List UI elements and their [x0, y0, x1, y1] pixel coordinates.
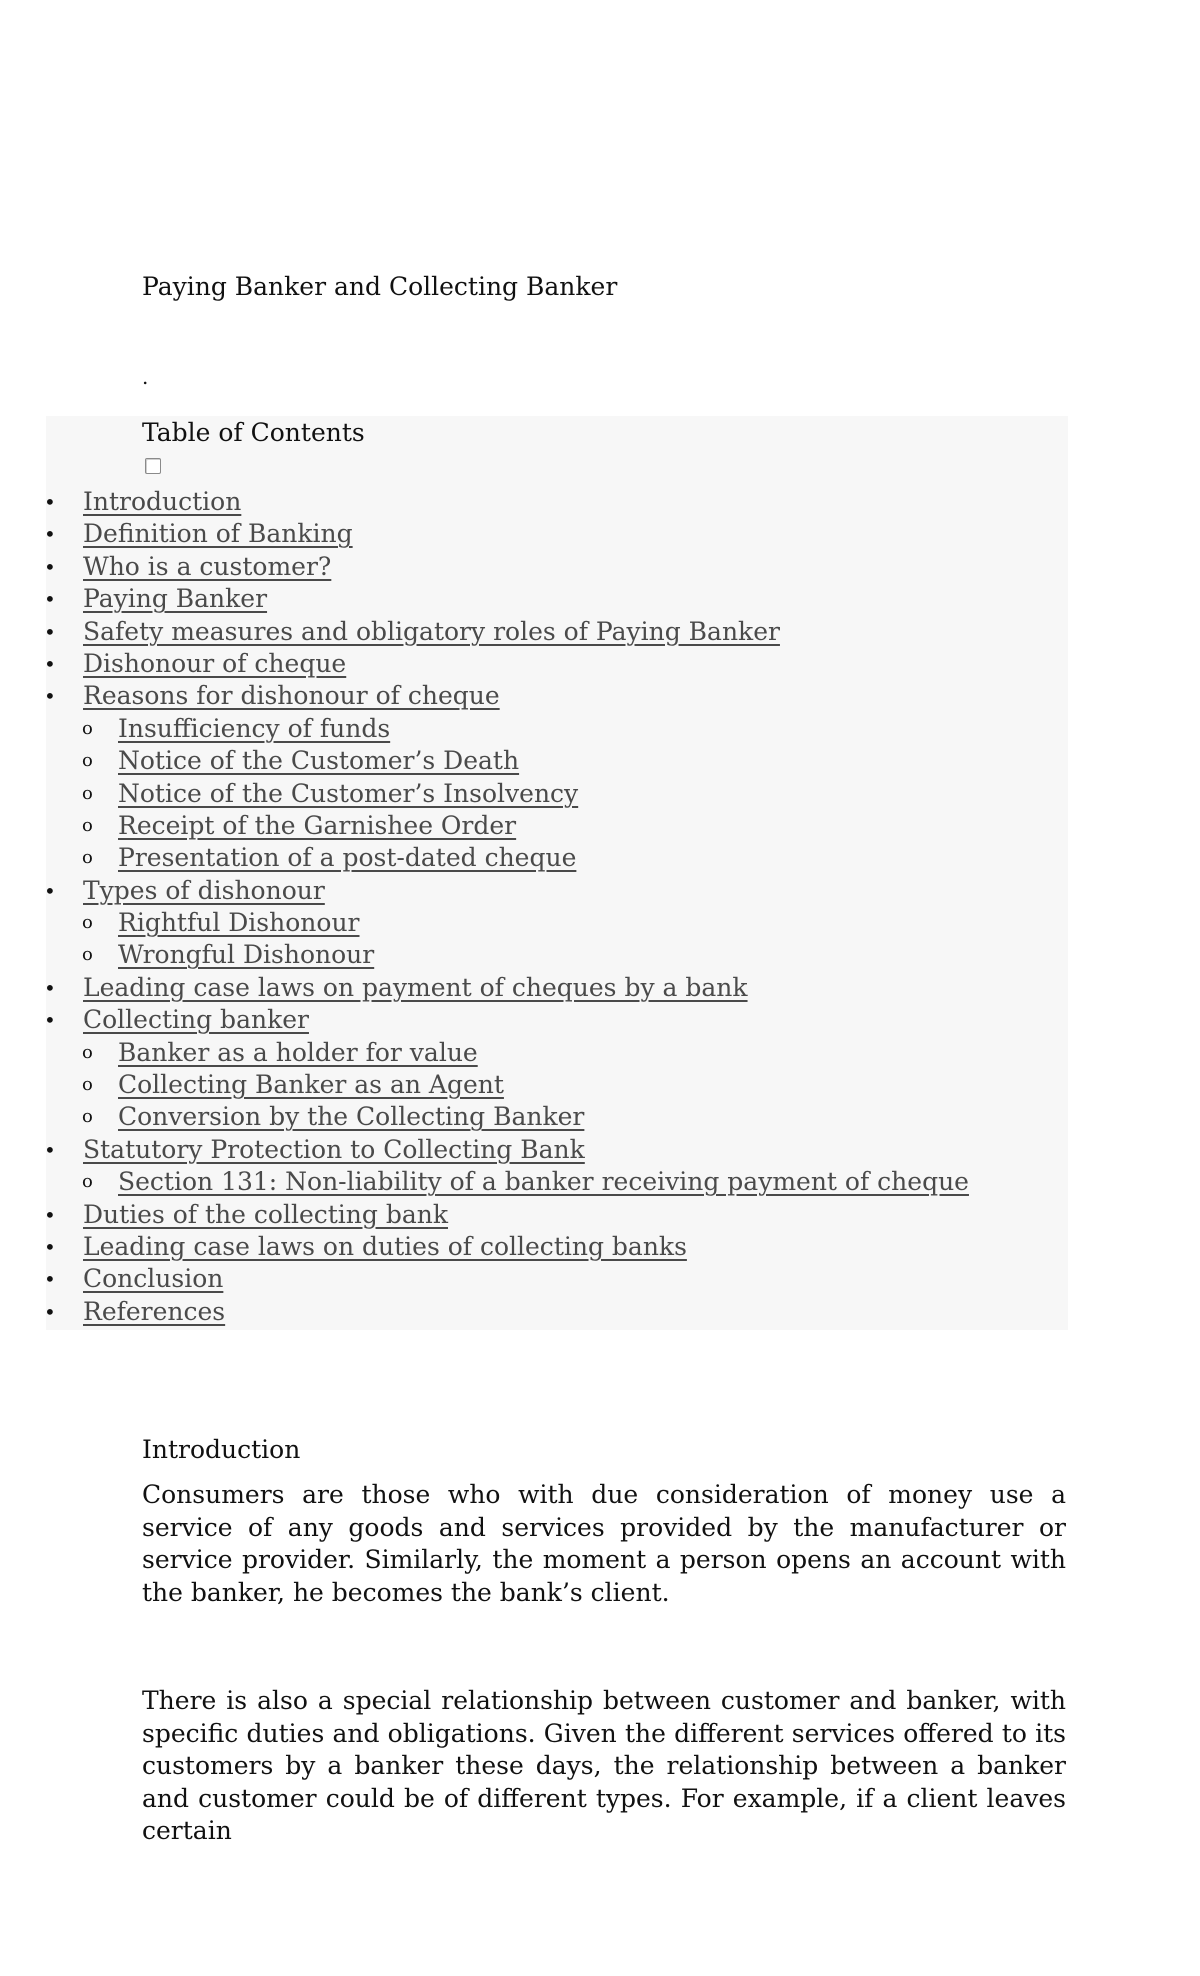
- bullet-icon: •: [44, 878, 56, 903]
- toc-item: [0, 486, 1100, 518]
- toc-link[interactable]: Presentation of a post-dated cheque: [118, 843, 577, 873]
- toc-link[interactable]: Conclusion: [83, 1264, 224, 1294]
- toc-link[interactable]: Dishonour of cheque: [83, 648, 347, 678]
- bullet-icon: •: [44, 1008, 56, 1033]
- circle-bullet-icon: o: [82, 912, 93, 934]
- toc-link[interactable]: Banker as a holder for value: [118, 1037, 478, 1067]
- bullet-icon: •: [44, 684, 56, 709]
- bullet-icon: •: [44, 522, 56, 547]
- toc-link[interactable]: Insufficiency of funds: [118, 713, 391, 743]
- circle-bullet-icon: o: [82, 814, 93, 836]
- toc-link[interactable]: Receipt of the Garnishee Order: [118, 810, 517, 840]
- toc-list: [0, 486, 1100, 1328]
- toc-link[interactable]: Collecting banker: [83, 1005, 309, 1035]
- toc-subitem: [0, 1069, 1100, 1101]
- toc-item: [0, 1004, 1100, 1036]
- toc-link[interactable]: Notice of the Customer’s Death: [118, 746, 520, 776]
- toc-item: [0, 680, 1100, 712]
- toc-item: [0, 616, 1100, 648]
- toc-link[interactable]: Paying Banker: [83, 584, 268, 614]
- toc-item: [0, 551, 1100, 583]
- circle-bullet-icon: o: [82, 1171, 93, 1193]
- intro-paragraph-2: There is also a special relationship between customer and banker, with specific duties and obligations. Given the different services offered to its customers by a banker these days, the relationship between a banker and customer could be of different types. For example, if a client leaves certain: [142, 1686, 1066, 1845]
- toc-subitem: [0, 745, 1100, 777]
- toc-link[interactable]: Wrongful Dishonour: [118, 940, 375, 970]
- toc-item: [0, 648, 1100, 680]
- toc-item: [0, 583, 1100, 615]
- bullet-icon: •: [44, 975, 56, 1000]
- toc-subitem: [0, 939, 1100, 971]
- bullet-icon: •: [44, 651, 56, 676]
- circle-bullet-icon: o: [82, 1041, 93, 1063]
- toc-subitem: [0, 1037, 1100, 1069]
- circle-bullet-icon: o: [82, 750, 93, 772]
- toc-link[interactable]: Duties of the collecting bank: [83, 1199, 448, 1229]
- section-heading-introduction: Introduction: [142, 1435, 301, 1464]
- toc-item: [0, 1296, 1100, 1328]
- bullet-icon: •: [44, 619, 56, 644]
- toc-link[interactable]: Definition of Banking: [83, 519, 353, 549]
- toc-item: [0, 1199, 1100, 1231]
- toc-subitem: [0, 1101, 1100, 1133]
- toc-subitem: [0, 1166, 1100, 1198]
- toc-item: [0, 972, 1100, 1004]
- toc-link[interactable]: Notice of the Customer’s Insolvency: [118, 778, 579, 808]
- circle-bullet-icon: o: [82, 782, 93, 804]
- bullet-icon: •: [44, 554, 56, 579]
- toc-link[interactable]: Safety measures and obligatory roles of Paying Banker: [83, 616, 780, 646]
- circle-bullet-icon: o: [82, 717, 93, 739]
- bullet-icon: •: [44, 1267, 56, 1292]
- bullet-icon: •: [44, 1137, 56, 1162]
- toc-subitem: [0, 778, 1100, 810]
- toc-link[interactable]: Rightful Dishonour: [118, 908, 360, 938]
- document-title: Paying Banker and Collecting Banker: [142, 272, 618, 301]
- toc-link[interactable]: Section 131: Non-liability of a banker receiving payment of cheque: [118, 1167, 969, 1197]
- toc-item: [0, 1134, 1100, 1166]
- toc-link[interactable]: Leading case laws on duties of collecting banks: [83, 1231, 687, 1261]
- toc-item: [0, 1231, 1100, 1263]
- separator-dot: .: [142, 365, 149, 389]
- toc-link[interactable]: Leading case laws on payment of cheques by a bank: [83, 972, 748, 1002]
- toc-link[interactable]: Statutory Protection to Collecting Bank: [83, 1134, 585, 1164]
- toc-subitem: [0, 810, 1100, 842]
- circle-bullet-icon: o: [82, 847, 93, 869]
- bullet-icon: •: [44, 1234, 56, 1259]
- toc-subitem: [0, 842, 1100, 874]
- toc-link[interactable]: Conversion by the Collecting Banker: [118, 1102, 585, 1132]
- toc-toggle-checkbox[interactable]: [145, 458, 161, 474]
- toc-subitem: [0, 907, 1100, 939]
- circle-bullet-icon: o: [82, 1106, 93, 1128]
- bullet-icon: •: [44, 490, 56, 514]
- toc-link[interactable]: Types of dishonour: [83, 875, 325, 905]
- toc-link[interactable]: Collecting Banker as an Agent: [118, 1070, 504, 1100]
- toc-item: [0, 518, 1100, 550]
- circle-bullet-icon: o: [82, 944, 93, 966]
- intro-paragraph-1: Consumers are those who with due consideration of money use a service of any goods and services provided by the manufacturer or service provider. Similarly, the moment a person opens an account with the banker, he becomes the bank’s client.: [142, 1480, 1066, 1607]
- toc-link[interactable]: References: [83, 1296, 226, 1326]
- toc-link[interactable]: Reasons for dishonour of cheque: [83, 681, 500, 711]
- bullet-icon: •: [44, 1299, 56, 1324]
- bullet-icon: •: [44, 587, 56, 612]
- toc-item: [0, 1263, 1100, 1295]
- toc-title: Table of Contents: [142, 418, 365, 447]
- toc-link[interactable]: Introduction: [83, 487, 242, 516]
- bullet-icon: •: [44, 1202, 56, 1227]
- toc-link[interactable]: Who is a customer?: [83, 551, 332, 581]
- toc-subitem: [0, 713, 1100, 745]
- toc-item: [0, 875, 1100, 907]
- circle-bullet-icon: o: [82, 1074, 93, 1096]
